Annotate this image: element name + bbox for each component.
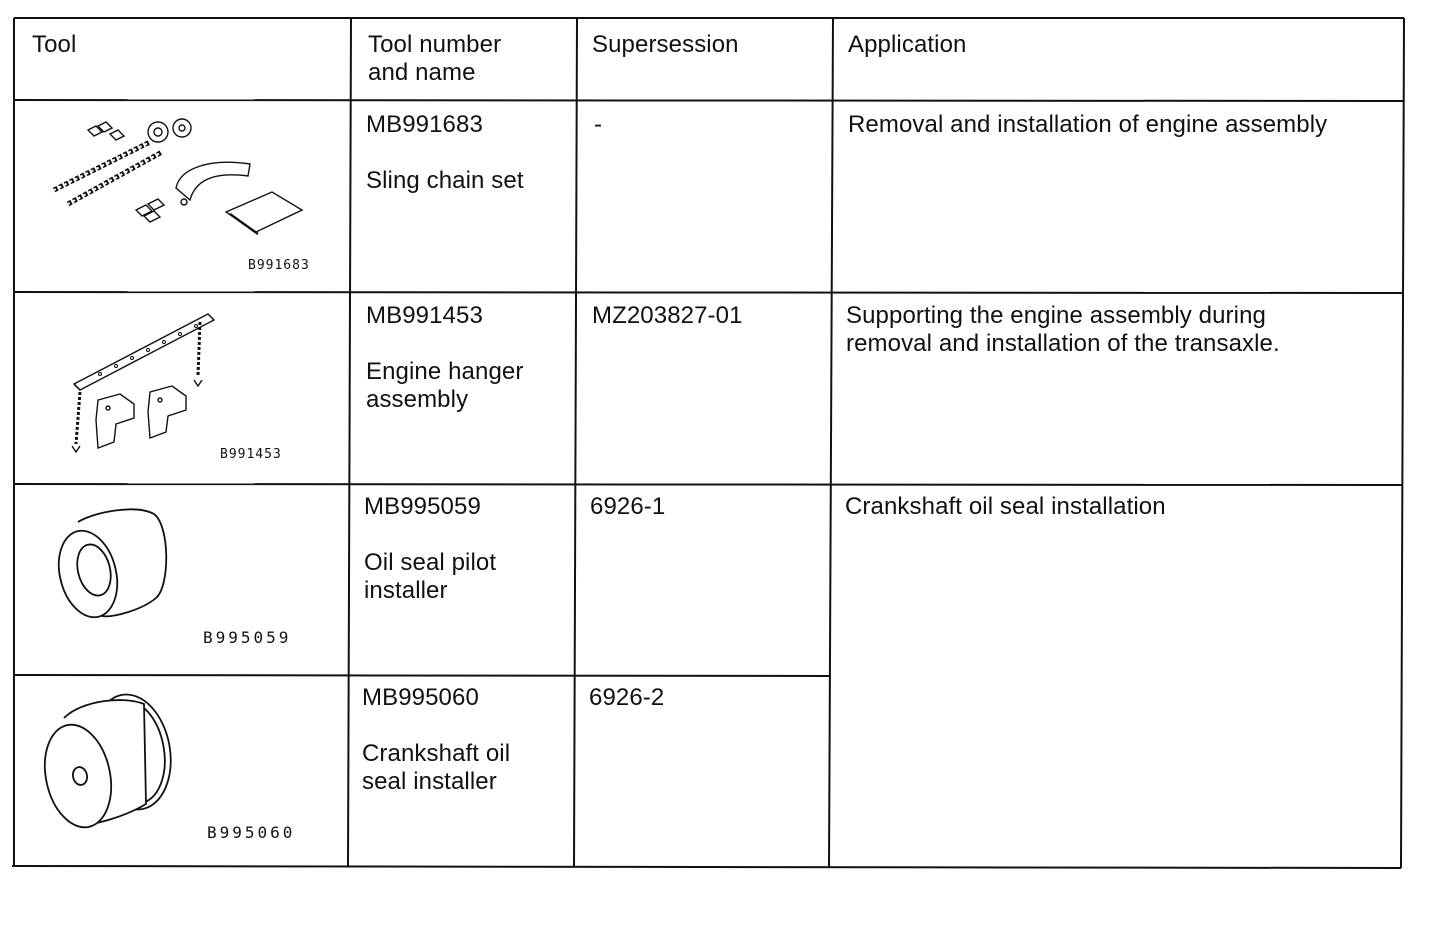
header-tool-number-line2: and name: [368, 59, 476, 86]
tool-image-code: B991453: [220, 447, 282, 462]
application-line1: Crankshaft oil seal installation: [845, 493, 1166, 520]
application-line1: Removal and installation of engine assembly: [848, 111, 1328, 138]
tool-image-code: B995059: [203, 628, 292, 647]
header-tool: Tool: [32, 31, 77, 58]
application-line2: removal and installation of the transaxle.: [846, 330, 1280, 357]
tool-number: MB991683: [366, 111, 483, 138]
tool-name-line1: Oil seal pilot: [364, 549, 497, 576]
tool-number: MB995059: [364, 493, 481, 520]
tool-name-line1: Sling chain set: [366, 167, 524, 194]
tool-name-line2: assembly: [366, 386, 469, 413]
tool-number: MB991453: [366, 302, 483, 329]
header-application: Application: [848, 31, 967, 58]
oil-seal-pilot-installer-illustration: [50, 500, 180, 630]
tool-name-line1: Crankshaft oil: [362, 740, 511, 767]
tool-name-line2: seal installer: [362, 768, 497, 795]
supersession-value: -: [594, 111, 603, 138]
supersession-value: 6926-2: [589, 684, 665, 711]
tool-name-line2: installer: [364, 577, 448, 604]
engine-hanger-illustration: [60, 300, 230, 460]
application-line1: Supporting the engine assembly during: [846, 302, 1266, 329]
header-supersession: Supersession: [592, 31, 739, 58]
tool-image-code: B995060: [207, 823, 296, 842]
tool-image-code: B991683: [248, 258, 310, 273]
crankshaft-oil-seal-installer-illustration: [34, 688, 184, 838]
supersession-value: 6926-1: [590, 493, 666, 520]
tool-number: MB995060: [362, 684, 479, 711]
header-tool-number-line1: Tool number: [368, 31, 502, 58]
supersession-value: MZ203827-01: [592, 302, 743, 329]
tool-name-line1: Engine hanger: [366, 358, 524, 385]
sling-chain-set-illustration: [40, 108, 320, 248]
